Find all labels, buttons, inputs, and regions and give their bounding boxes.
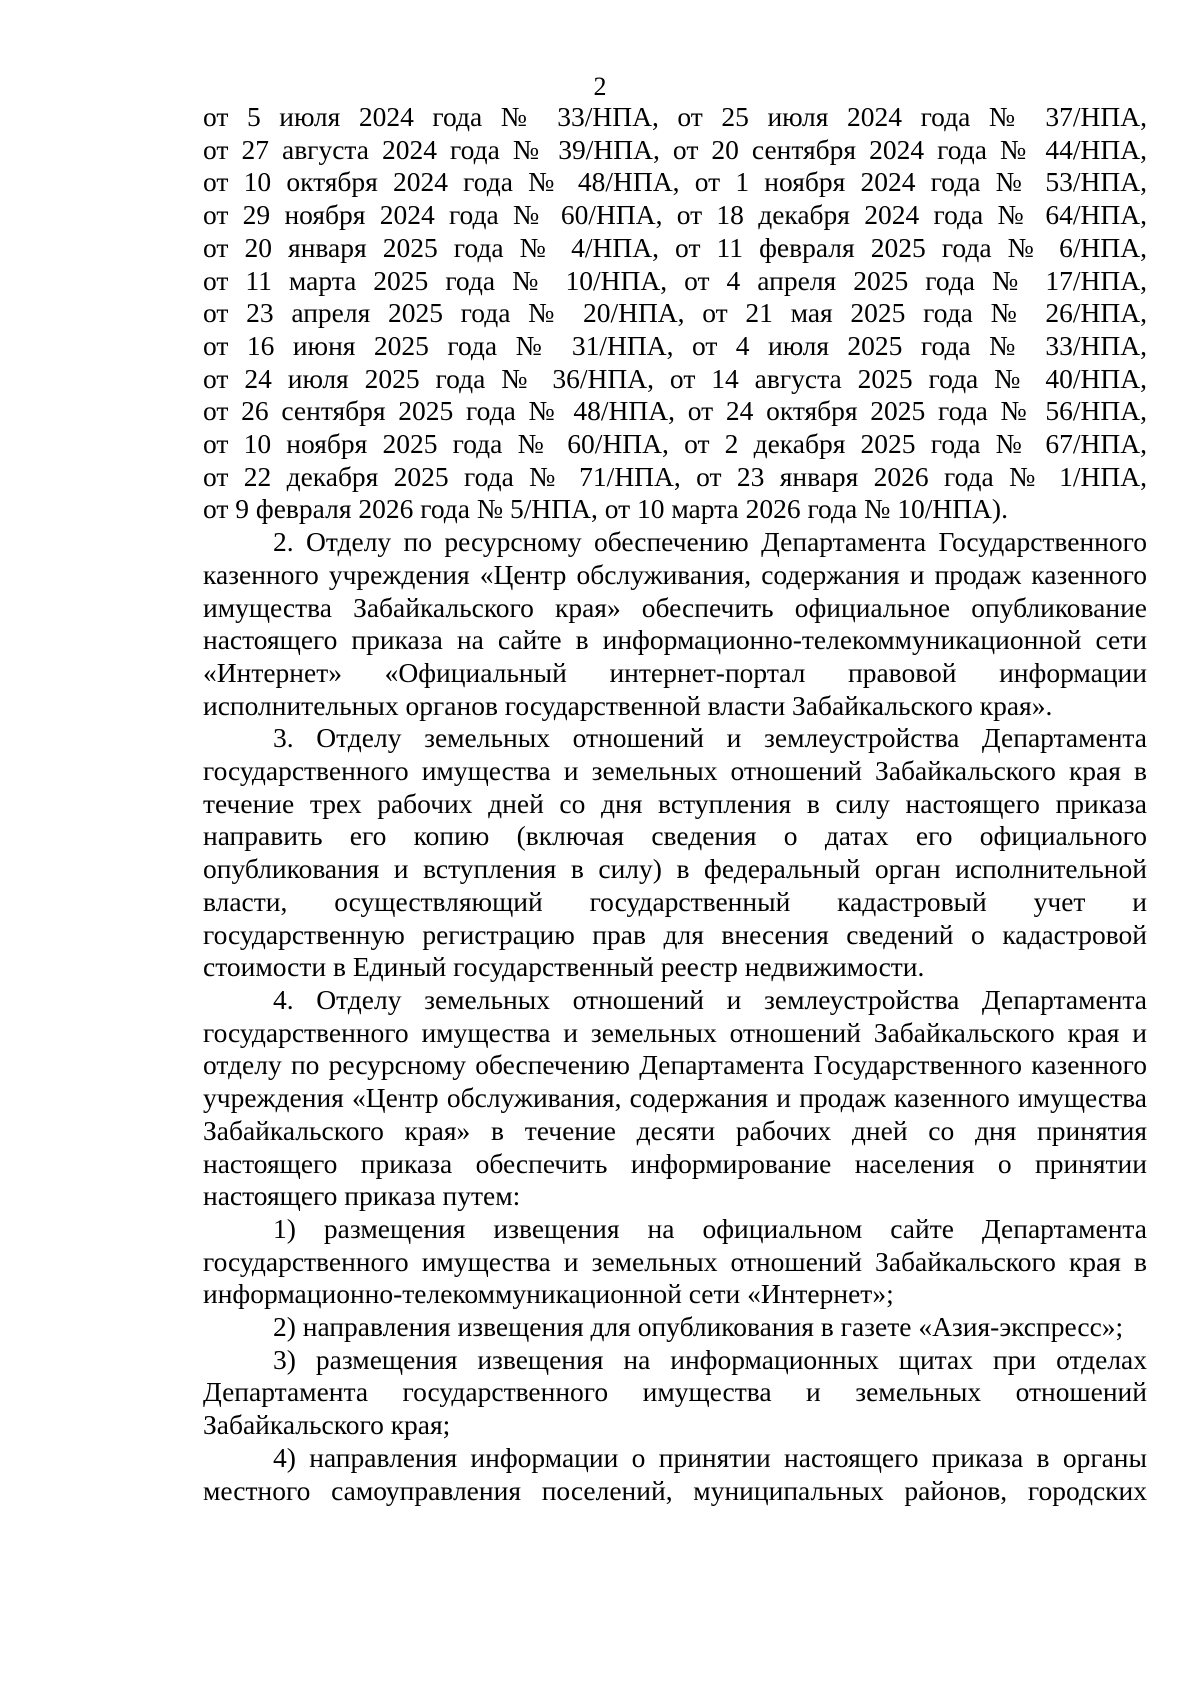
paragraph-item-3: 3. Отделу земельных отношений и землеустройства Департамента государственного имущества и земельных отношений Забайкальского края в течение трех рабочих дней со дня вступления в силу настоящего приказа направить его копию (включая сведения о датах его официального опубликования и вступления в силу) в федеральный орган исполнительной власти, осуществляющий государственный кадастровый учет и государственную регистрацию прав для внесения сведений о кадастровой стоимости в Единый государственный реестр недвижимости. [203,722,1147,983]
subitem-3: 3) размещения извещения на информационных щитах при отделах Департамента государственного имущества и земельных отношений Забайкальского края; [203,1343,1147,1441]
order-list-continuation [203,101,1147,526]
continuation-line: от 10 октября 2024 года № 48/НПА, от 1 ноября 2024 года № 53/НПА, [203,166,1147,198]
continuation-line: от 24 июля 2025 года № 36/НПА, от 14 августа 2025 года № 40/НПА, [203,362,1147,394]
continuation-line: от 5 июля 2024 года № 33/НПА, от 25 июля 2024 года № 37/НПА, [203,101,1147,132]
subitem-2: 2) направления извещения для опубликования в газете «Азия-экспресс»; [273,1311,1124,1343]
continuation-line: от 22 декабря 2025 года № 71/НПА, от 23 января 2026 года № 1/НПА, [203,460,1147,492]
continuation-line: от 10 ноября 2025 года № 60/НПА, от 2 декабря 2025 года № 67/НПА, [203,428,1147,460]
continuation-line: от 16 июня 2025 года № 31/НПА, от 4 июля 2025 года № 33/НПА, [203,329,1147,361]
continuation-line: от 29 ноября 2024 года № 60/НПА, от 18 декабря 2024 года № 64/НПА, [203,199,1147,231]
subitem-1: 1) размещения извещения на официальном сайте Департамента государственного имущества и земельных отношений Забайкальского края в информационно-телекоммуникационной сети «Интернет»; [203,1212,1147,1310]
continuation-line: от 23 апреля 2025 года № 20/НПА, от 21 мая 2025 года № 26/НПА, [203,297,1147,329]
paragraph-item-4: 4. Отделу земельных отношений и землеустройства Департамента государственного имущества и земельных отношений Забайкальского края и отделу по ресурсному обеспечению Департамента Государственного казенного учреждения «Центр обслуживания, содержания и продаж казенного имущества Забайкальского края» в течение десяти рабочих дней со дня принятия настоящего приказа обеспечить информирование населения о принятии настоящего приказа путем: [203,983,1147,1212]
continuation-line: от 9 февраля 2026 года № 5/НПА, от 10 марта 2026 года № 10/НПА). [203,493,1008,525]
page-number: 2 [593,72,607,101]
continuation-line: от 27 августа 2024 года № 39/НПА, от 20 сентября 2024 года № 44/НПА, [203,133,1147,165]
subitem-4: 4) направления информации о принятии настоящего приказа в органы местного самоуправления поселений, муниципальных районов, городских [203,1441,1147,1506]
continuation-line: от 20 января 2025 года № 4/НПА, от 11 февраля 2025 года № 6/НПА, [203,231,1147,263]
continuation-line: от 11 марта 2025 года № 10/НПА, от 4 апреля 2025 года № 17/НПА, [203,264,1147,296]
document-body [203,101,1147,1507]
continuation-line: от 26 сентября 2025 года № 48/НПА, от 24 октября 2025 года № 56/НПА, [203,395,1147,427]
paragraph-item-2: 2. Отделу по ресурсному обеспечению Департамента Государственного казенного учреждения «Центр обслуживания, содержания и продаж казенного имущества Забайкальского края» обеспечить официальное опубликование настоящего приказа на сайте в информационно-телекоммуникационной сети «Интернет» «Официальный интернет-портал правовой информации исполнительных органов государственной власти Забайкальского края». [203,526,1147,721]
